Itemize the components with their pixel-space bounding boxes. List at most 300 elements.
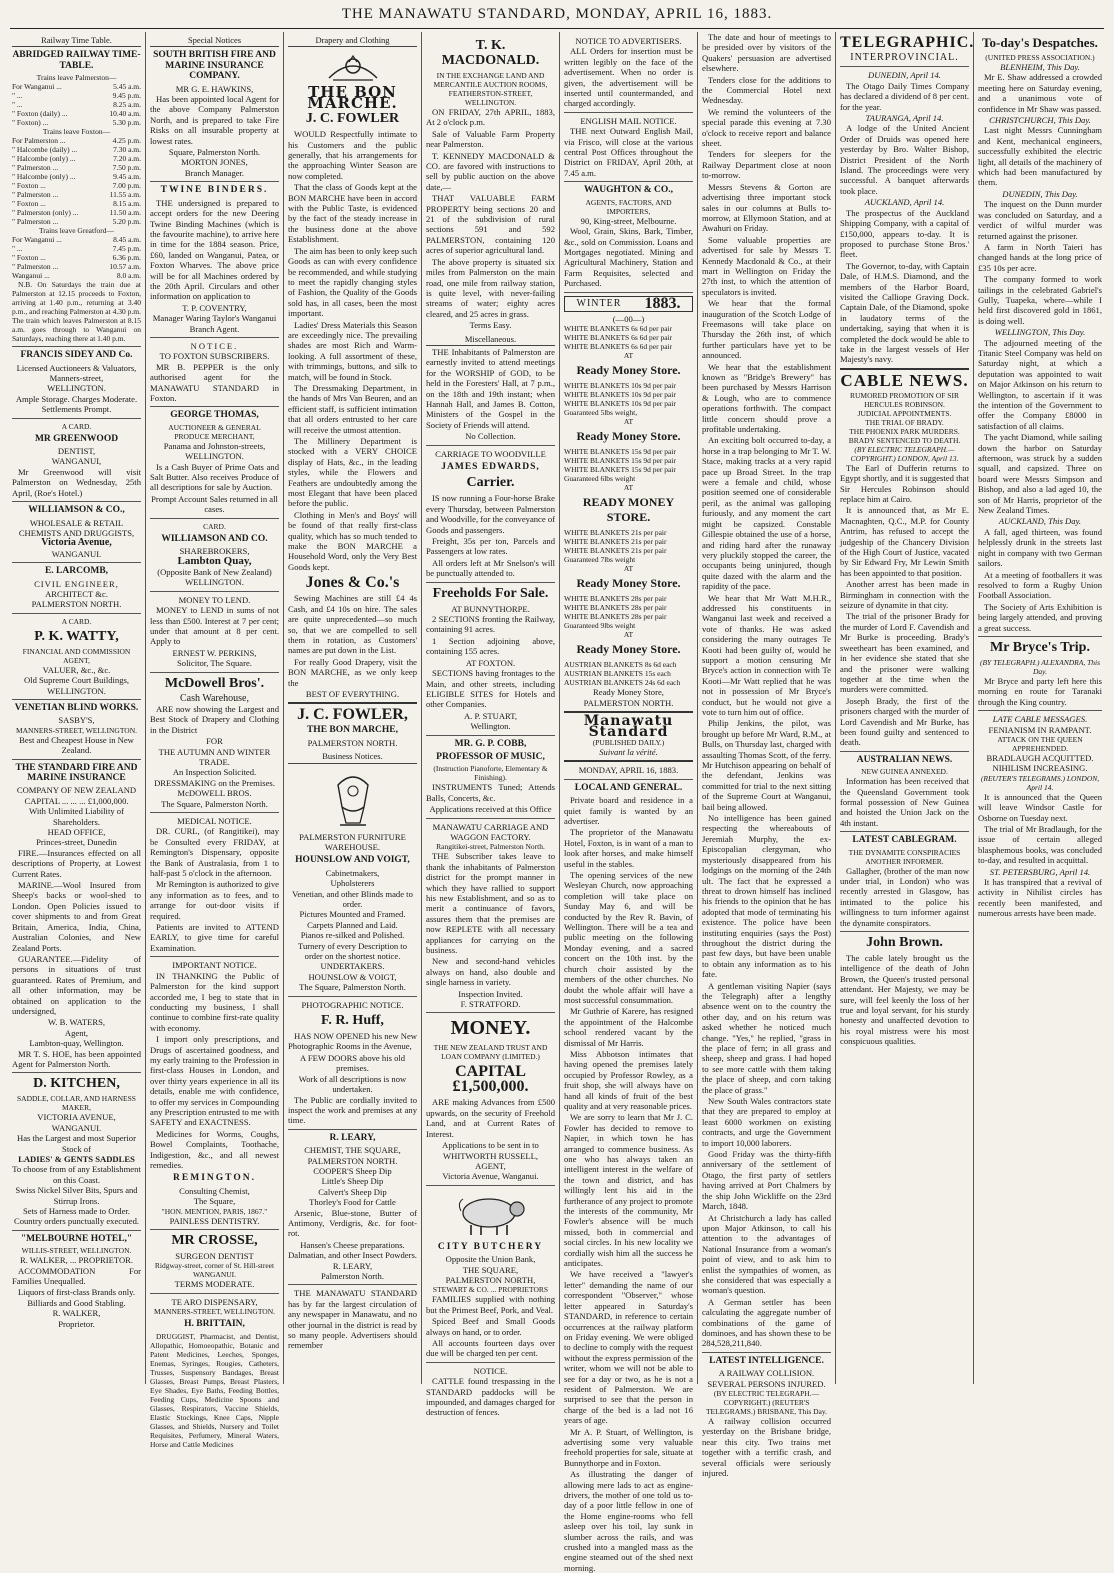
ad-text: THE AUTUMN AND WINTER TRADE. xyxy=(158,746,271,767)
notice-title: NOTICE. xyxy=(473,1365,508,1376)
ad-text: SHAREBROKERS, xyxy=(179,546,250,557)
telegraphic-title: TELEGRAPHIC. xyxy=(840,34,975,51)
ad-text: 1 Section adjoining above, containing 155 acres. xyxy=(426,635,555,657)
dateline: BLENHEIM, This Day. xyxy=(1000,62,1080,72)
railway-destination: For Wanganui ... xyxy=(12,82,62,92)
railway-table-3 xyxy=(12,235,141,280)
ad-text: MANNERS-STREET, WELLINGTON. xyxy=(153,1307,276,1317)
store-at: AT xyxy=(623,564,634,574)
ad-text: DR. CURL, (of Rangitikei), may be Consulted every FRIDAY, at Remington's Dispensary, opposite the Bank of Australasia, from 1 to half-past 5 o'clock in the afternoon. xyxy=(150,826,279,879)
article-paragraph: We hear that the establishment known as "Bridge's Brewery" has been purchased by Messrs Harrison & Lough, who are to commence operations forthwith. The compact little concern should prove a profitable undertaking. xyxy=(702,361,831,435)
ad-text: TE ARO DISPENSARY, xyxy=(171,1296,258,1307)
issue-date: MONDAY, APRIL 16, 1883. xyxy=(575,6,773,22)
railway-time: 11.55 a.m. xyxy=(109,190,141,200)
jones-co-logo: Jones & Co.'s xyxy=(305,574,400,592)
ready-money-store-label: Ready Money Store. xyxy=(576,429,681,444)
column-6 xyxy=(698,32,836,1479)
ad-text: A CARD. xyxy=(61,421,92,431)
bryce-trip-heading: Mr Bryce's Trip. xyxy=(990,639,1090,655)
dateline: (UNITED PRESS ASSOCIATION.) xyxy=(985,53,1095,62)
column-5 xyxy=(560,32,698,1573)
railway-row xyxy=(12,253,141,262)
ad-text: Calvert's Sheep Dip xyxy=(318,1186,387,1197)
ad-text: VICTORIA AVENUE, WANGANUI. xyxy=(37,1112,116,1133)
ad-text: MARINE.—Wool Insured from Sheep's backs or wool-shed to London. Open Policies issued to cover shipments to and from Great Britain, America, India, China, Australian Colonies, and New Zealand Ports. xyxy=(12,880,141,953)
railway-destination: " ... xyxy=(12,100,23,110)
ad-text: The above property is situated six miles from Palmerston on the main road, one mile from railway station, is quite level, with never-failing streams of water; eighty acres cleared, and 25 acres in grass. xyxy=(426,256,555,319)
store-at: AT xyxy=(623,417,634,427)
ad-hounslow-name: HOUNSLOW AND VOIGT, xyxy=(295,855,410,866)
railway-time: 5.45 a.m. xyxy=(113,82,141,92)
ad-text: Ridgway-street, corner of St. Hill-street WANGANUI. xyxy=(154,1261,275,1280)
article-paragraph: At a meeting of footballers it was resolved to form a Rugby Union Football Association. xyxy=(978,569,1102,601)
bon-marche-logo: THE BON MARCHE. xyxy=(307,83,398,112)
railway-time: 7.50 p.m. xyxy=(112,163,141,173)
railway-time: 9.45 a.m. xyxy=(113,172,141,182)
ad-text: "HON. MENTION, PARIS, 1867." xyxy=(161,1206,268,1216)
railway-destination: " Halcombe (only) ... xyxy=(12,172,76,182)
article-paragraph: Philip Jenkins, the pilot, was brought up before Mr Ward, R.M., at Bulls, on Thursday last, charged with assaulting Thomas Scott, of the ferry. Mr Hutchison appearing on behalf of the defendant, Jenkins was committed for trial to the next sitting of the Supreme Court at Wanganui, bail being allowed. xyxy=(702,718,831,812)
railway-destination: " Palmerston ... xyxy=(12,217,59,227)
store-at: AT xyxy=(623,351,634,361)
article-paragraph: Information has been received that the Queensland Government took formal possession of New Guinea and hoisted the Union Jack on the 4th instant. xyxy=(840,776,969,828)
notice-title: MEDICAL NOTICE. xyxy=(177,816,252,826)
ad-greenwood-name: MR GREENWOOD xyxy=(34,433,119,444)
ad-text: AGENT, xyxy=(475,1160,506,1171)
railway-row xyxy=(12,190,141,199)
ad-text: R. LEARY, xyxy=(332,1260,373,1271)
ad-text: Mr Remington is authorized to give any information as to fees, and to arrange for out-door visits if required. xyxy=(150,879,279,921)
railway-row xyxy=(12,100,141,109)
railway-row xyxy=(12,145,141,154)
todays-despatches-title: To-day's Despatches. xyxy=(982,35,1098,50)
ad-text: BEST OF EVERYTHING. xyxy=(305,688,400,699)
ad-text: Thorley's Food for Cattle xyxy=(309,1197,396,1208)
ad-text: The Millinery Department is stocked with a VERY CHOICE display of Hats, &c., in the leading styles, while the Flowers and Feathers are undoubtedly among the most Elegant that have been placed before the public. xyxy=(288,436,417,509)
railway-row xyxy=(12,82,141,91)
ad-text: CHEMISTS AND DRUGGISTS, xyxy=(18,527,135,538)
ad-text: Panama and Johnston-streets, xyxy=(163,440,266,451)
railway-time: 7.00 p.m. xyxy=(112,181,141,191)
railway-time: 5.30 p.m. xyxy=(112,118,141,128)
column-2 xyxy=(146,32,284,1449)
article-paragraph: A lodge of the United Ancient Order of Druids was opened here yesterday by Bro. Walter Bishop, District President of the North Island. The proceedings were very successful. A banquet afterwards took place. xyxy=(840,123,969,196)
winter-banner xyxy=(564,296,693,312)
ad-text: THE SQUARE, xyxy=(462,1264,519,1275)
article-paragraph: New South Wales contractors state that they are prepared to employ at least 6000 workmen on existing contracts, and urge the Government to import 10,000 laborers. xyxy=(702,1096,831,1148)
ad-text: MANNERS-STREET, WELLINGTON. xyxy=(15,725,138,735)
article-paragraph: A gentleman visiting Napier (says the Telegraph) after a lengthy absence went on to the country the other day, and on his return was asked whether he noticed much change. "Yes," he replied, "grass in the place of fern; in all grass and sheep, sheep and grass. I had hoped to see more cattle with them taking the place of sheep, and corn taking the place of grass." xyxy=(702,980,831,1095)
headline: THE TRIAL OF BRADY. xyxy=(865,417,944,427)
ad-text: An Inspection Solicited. xyxy=(172,767,257,778)
ad-george-thomas-name: GEORGE THOMAS, xyxy=(170,410,259,421)
ad-text: Carpets Planned and Laid. xyxy=(307,919,398,930)
ad-text: Mr Greenwood will visit Palmerston on Wednesday, 25th April, (Roe's Hotel.) xyxy=(12,466,141,498)
ad-text: Patients are invited to ATTEND EARLY, to give time for careful Examination. xyxy=(150,922,279,953)
ad-text: Ample Storage. Charges Moderate. xyxy=(15,393,138,404)
bon-marche-subtitle: THE BON MARCHE, xyxy=(306,725,399,736)
ad-text: Victoria Avenue, xyxy=(41,537,112,549)
sheep-icon xyxy=(451,1189,531,1239)
dateline: CHRISTCHURCH, This Day. xyxy=(989,115,1091,126)
dateline: WELLINGTON, This Day. xyxy=(994,327,1086,338)
headline: FENIANISM IN RAMPANT. xyxy=(988,724,1092,735)
masthead xyxy=(10,6,1104,29)
ad-text: WELLINGTON. xyxy=(185,451,244,462)
article-paragraph: It is announced that, as Mr E. Macnaghten, Q.C., M.P. for County Antrim, has refused to accept the judgeship of the Chancery Division of the High Court of Justice, vacated by Sir Edward Fry, Mr Lewin Smith has been appointed to that position. xyxy=(840,505,969,578)
ad-text: MR G. E. HAWKINS, xyxy=(175,83,254,94)
ad-text: Square, Palmerston North. xyxy=(168,147,261,158)
article-paragraph: The opening services of the new Wesleyan Church, now approaching completion will take place on Sunday May 6, and will be conducted by the Rev R. Bavin, of Wellington. There will be a tea and public meeting on the following Monday evening, and a sacred concert on the 10th inst. by the church choir assisted by the members of the other churches. No doubt the whole affair will have a most successful consummation. xyxy=(564,870,693,1005)
ad-text: FINANCIAL AND COMMISSION AGENT, xyxy=(22,646,131,665)
ad-text: INSTRUMENTS Tuned; Attends Balls, Concerts, &c. xyxy=(426,782,555,803)
ad-text: For really Good Drapery, visit the BON MARCHE, as we only keep the xyxy=(288,656,417,688)
ad-text: IN THANKING the Public of Palmerston for the kind support accorded me, I beg to state that in conducting my business, I shall continue to combine first-rate quality with economy. xyxy=(150,970,279,1033)
ad-text: WELLINGTON. xyxy=(47,383,106,394)
article-paragraph: We remind the volunteers of the special parade this evening at 7.30 o'clock to receive report and balance sheet. xyxy=(702,106,831,149)
column-1 xyxy=(8,32,146,1384)
ad-text: AUCTIONEER & GENERAL PRODUCE MERCHANT, xyxy=(168,422,261,441)
ad-text: FAMILIES supplied with nothing but the Primest Beef, Pork, and Veal. xyxy=(426,1294,555,1315)
winter-year: 1883. xyxy=(644,294,681,312)
ad-text: FEATHERSTON-STREET, WELLINGTON. xyxy=(448,89,533,107)
column-7 xyxy=(836,32,974,1384)
notice-title: ENGLISH MAIL NOTICE. xyxy=(580,115,677,126)
ad-text: THE Inhabitants of Palmerston are earnestly invited to attend meetings for the WORSHIP of GOD, to be held in the Foresters' Hall, at 7 p.m., on the 18th and 19th instant; when Hannah Hall, and James B. Cotton, Ministers of the Gospel in the Society of Friends will attend. xyxy=(426,346,555,430)
ad-text: 2 SECTIONS fronting the Railway, containing 91 acres. xyxy=(426,614,555,635)
ad-text: Swiss Nickel Silver Bits, Spurs and Stirrup Irons. xyxy=(15,1185,138,1206)
headline: SEVERAL PERSONS INJURED. xyxy=(707,1378,826,1389)
article-paragraph: The yacht Diamond, while sailing down the harbor on Saturday afternoon, was struck by a sudden squall, and capsized. Three on board were Messrs Simpson and Bishop, and also a lad aged 10, the son of Mr Harris, proprietor of the New Zealand Times. xyxy=(978,432,1102,516)
ad-text: SADDLE, COLLAR, AND HARNESS MAKER, xyxy=(17,1094,136,1113)
ad-text: COMPANY OF NEW ZEALAND xyxy=(16,785,137,796)
ad-text: I import only prescriptions, and Drugs of ascertained goodness, and my early training to the Profession in first-class Houses in London, and over thirty years experience in all its details, enable me with confidence, to offer my services in Compounding any Prescription entrusted to me with SAFETY and EXACTNESS. xyxy=(150,1034,279,1128)
ad-text: WANGANUI. xyxy=(51,548,102,559)
railway-time: 9.45 p.m. xyxy=(112,91,141,101)
ad-text: MR B. PEPPER is the only authorised agent for the MANAWATU STANDARD in Foxton. xyxy=(150,361,279,403)
article-paragraph: Gallagher, (brother of the man now under trial, in London) who was recently arrested in Glasgow, has intimated to the police his willingness to turn informer against the dynamite conspirators. xyxy=(840,865,969,928)
ad-text: Settlements Prompt. xyxy=(41,404,112,415)
ad-text: AT FOXTON. xyxy=(465,657,516,668)
ad-text: THAT VALUABLE FARM PROPERTY being sections 20 and 21 of the subdivision of rural sections 591 and 592 PALMERSTON, containing 120 acres of superior agricultural land. xyxy=(426,193,555,256)
railway-subheading: Trains leave Greatford— xyxy=(38,226,115,236)
blanket-price-line: WHITE BLANKETS 21s per pair xyxy=(564,537,667,547)
ad-south-british-name: SOUTH BRITISH FIRE AND MARINE INSURANCE COMPANY. xyxy=(153,50,276,82)
ready-money-store-label: READY MONEY STORE. xyxy=(582,495,675,525)
column-3 xyxy=(284,32,422,1384)
ad-text: That the class of Goods kept at the BON MARCHE have been in accord with the Public Taste, is evidenced by the fact of the steady increase in the business done at the above Establishment. xyxy=(288,182,417,245)
ad-twine-binders: TWINE BINDERS. xyxy=(160,185,269,196)
ad-text: THE NEW ZEALAND TRUST AND LOAN COMPANY (LIMITED.) xyxy=(433,1043,548,1062)
article-paragraph: A fall, aged thirteen, was found helplessly drunk in the streets last night in company with two German sailors. xyxy=(978,526,1102,569)
ad-text: Palmerston North. xyxy=(320,1271,384,1281)
article-paragraph: Last night Messrs Cunningham and Kent, mechanical engineers, successfully exhibited the electric light, all details of the machinery of which had been manufactured by them. xyxy=(978,125,1102,188)
railway-row xyxy=(12,271,141,280)
article-paragraph: Mr E. Shaw addressed a crowded meeting here on Saturday evening, and a unanimous vote of confidence in Mr Shaw was passed. xyxy=(978,72,1102,114)
ad-text: WHOLESALE & RETAIL xyxy=(29,517,124,528)
ad-text: LADIES' & GENTS SADDLES xyxy=(18,1154,135,1164)
railway-row xyxy=(12,181,141,190)
article-paragraph: It is announced that the Queen will leave Windsor Castle for Osborne on Tuesday next. xyxy=(978,791,1102,823)
dateline: (BY ELECTRIC TELEGRAPH.—COPYRIGHT.) (REUTER'S TELEGRAMS.) BRISBANE, This Day. xyxy=(705,1389,828,1416)
railway-time: 8.45 a.m. xyxy=(113,235,141,245)
headline: JUDICIAL APPOINTMENTS. xyxy=(857,408,952,418)
article-paragraph: The Society of Arts Exhibition is being largely attended, and proving a great success. xyxy=(978,601,1102,633)
section-heading: Special Notices xyxy=(150,35,279,47)
railway-time: 8.25 a.m. xyxy=(113,100,141,110)
railway-destination: " Foxton ... xyxy=(12,199,46,209)
railway-time: 11.50 a.m. xyxy=(109,208,141,218)
ad-text: Venetian, and other Blinds made to order. xyxy=(292,888,413,909)
ad-text: Country orders punctually executed. xyxy=(13,1216,140,1227)
article-paragraph: The adjourned meeting of the Titanic Steel Company was held on Saturday night, at which a deputation was appointed to wait on Major Atkinson on his return to Wellington, to ascertain if it was the intention of the Government to offer the Company £8000 in satisfaction of all claims. xyxy=(978,337,1102,431)
column-4 xyxy=(422,32,560,1418)
ad-text: (Instruction Pianoforte, Elementary & Finishing). xyxy=(433,764,548,783)
ad-text: THE undersigned is prepared to accept orders for the new Deering Twine Binding Machines (which is the favourite machine), to arrive here in time for the 1884 season. Price, £60, landed on Wanganui, Patea, or Foxton Wharves. The above price will be for all Machines ordered by the 20th April. Circulars and other information on application to xyxy=(150,197,279,302)
railway-destination: Wanganui ... xyxy=(12,271,50,281)
fowler-name: J. C. FOWLER xyxy=(305,111,400,127)
blanket-price-line: Guaranteed 5lbs weight, xyxy=(564,408,638,418)
ad-text: THE next Outward English Mail, via Frisco, will close at the various central Post Offices throughout the District on FRIDAY, April 20th, at 7.45 a.m. xyxy=(564,126,693,178)
railway-row xyxy=(12,136,141,145)
ad-cobb-name: MR. G. P. COBB, xyxy=(454,738,527,749)
ad-text: The Public are cordially invited to inspect the work and premises at any time. xyxy=(288,1094,417,1126)
railway-time: 8.0 a.m. xyxy=(116,271,141,281)
railway-destination: " ... xyxy=(12,244,23,254)
royal-crest-icon xyxy=(323,50,383,84)
ad-text: ERNEST W. PERKINS, xyxy=(172,647,257,658)
railway-row xyxy=(12,262,141,271)
article-paragraph: Mr Bryce and party left here this morning en route for Taranaki through the King country. xyxy=(978,675,1102,707)
blanket-price-line: Guaranteed 7lbs weight xyxy=(564,555,636,565)
ad-text: Lambton Quay, xyxy=(177,555,252,568)
railway-row xyxy=(12,235,141,244)
ad-waughton-name: WAUGHTON & CO., xyxy=(583,185,674,196)
dateline: AUCKLAND, April 14. xyxy=(864,197,945,208)
ad-larcomb-name: E. LARCOMB, xyxy=(44,566,109,577)
headline: LATE CABLE MESSAGES. xyxy=(992,714,1088,725)
ad-text: All accounts fourteen days over due will be charged ten per cent. xyxy=(426,1337,555,1359)
store-at: AT xyxy=(623,483,634,493)
railway-row xyxy=(12,163,141,172)
ad-text: CHEMIST, THE SQUARE, PALMERSTON NORTH. xyxy=(304,1145,401,1166)
ad-text: Old Supreme Court Buildings, xyxy=(23,675,130,686)
railway-row xyxy=(12,118,141,127)
headline: ANOTHER INFORMER. xyxy=(865,856,944,866)
railway-row xyxy=(12,154,141,163)
article-paragraph: As illustrating the danger of allowing mere lads to act as engine-drivers, the mother of one told us to-day of a poor little fellow in one of the Home engine-rooms who fell asleep over his toil, lay sunk in slumber across the rails, and was crushed into a mangled mass as the engine steamed out of the shed next morning. xyxy=(564,1469,693,1573)
blanket-price-line: WHITE BLANKETS 10s 9d per pair xyxy=(564,381,676,391)
ad-text: Little's Sheep Dip xyxy=(321,1176,384,1187)
railway-time: 10.40 a.m. xyxy=(109,109,141,119)
ad-text: Sewing Machines are still £4 4s Cash, and £4 10s on hire. The sales are quite unprecedented—so much so, that we are compelled to sell them in rotation, as Customers' names are put down in the List. xyxy=(288,593,417,656)
blanket-price-line: AUSTRIAN BLANKETS 8s 6d each xyxy=(564,660,677,670)
headline: BRADY SENTENCED TO DEATH. xyxy=(848,435,961,445)
railway-destination: " Foxton ... xyxy=(12,181,46,191)
headline: THE PHOENIX PARK MURDERS. xyxy=(849,426,960,436)
ready-money-store-label: Ready Money Store. xyxy=(576,576,681,591)
ad-text: (PUBLISHED DAILY.) xyxy=(592,737,665,747)
ad-text: (—00—) xyxy=(612,313,645,324)
ad-text: CAPITAL ... ... ... £1,000,000. xyxy=(24,795,129,806)
article-paragraph: Mr Guthrie of Karere, has resigned the appointment of the Halcombe school rendered vacant by the dismissal of Mr Harris. xyxy=(564,1006,693,1048)
dateline: (BY TELEGRAPH.) ALEXANDRA, This Day. xyxy=(979,657,1101,676)
railway-destination: " Foxton) ... xyxy=(12,118,49,128)
ad-text: DENTIST, xyxy=(57,446,96,457)
ad-text: UNDERTAKERS. xyxy=(320,961,385,972)
ad-kitchen-name: D. KITCHEN, xyxy=(33,1076,120,1092)
blanket-price-line: WHITE BLANKETS 28s per pair xyxy=(564,612,667,622)
railway-title: ABRIDGED RAILWAY TIME-TABLE. xyxy=(12,50,141,71)
article-paragraph: Another arrest has been made in Birmingham in connection with the seizure of dynamite in that city. xyxy=(840,579,969,611)
ad-text: VALUER, &c., &c. xyxy=(42,664,111,675)
railway-destination: " Foxton ... xyxy=(12,253,46,263)
ad-text: WILLIS-STREET, WELLINGTON. xyxy=(21,1246,132,1256)
blanket-price-line: AUSTRIAN BLANKETS 24s 6d each xyxy=(564,678,681,688)
ad-text: R. WALKER, xyxy=(52,1308,101,1319)
article-paragraph: We hear that the formal inauguration of the Scotch Lodge of Freemasons will take place on Thursday the 26th inst, of which further particulars have yet to be announced. xyxy=(702,298,831,361)
ad-leary-name: R. LEARY, xyxy=(329,1132,376,1143)
railway-destination: For Palmerston ... xyxy=(12,136,66,146)
ad-text: Terms Easy. xyxy=(469,320,512,331)
ad-text: Agent, xyxy=(64,1027,89,1038)
ad-watty-name: P. K. WATTY, xyxy=(34,628,119,644)
ad-text: F. STRATFORD. xyxy=(460,999,521,1010)
ad-text: ARE making Advances from £500 upwards, on the security of Freehold Land, and at Current Rates of Interest. xyxy=(426,1097,555,1139)
australian-news-heading: AUSTRALIAN NEWS. xyxy=(856,754,953,765)
ad-text: PALMERSTON FURNITURE WAREHOUSE. xyxy=(299,831,406,852)
ad-brittain-name: H. BRITTAIN, xyxy=(184,1319,245,1330)
railway-time: 10.57 a.m. xyxy=(109,262,141,272)
ad-huff-name: F. R. Huff, xyxy=(321,1013,384,1029)
dateline: ST. PETERSBURG, April 14. xyxy=(989,866,1091,877)
railway-time: 4.25 p.m. xyxy=(112,136,141,146)
ad-remington-name: REMINGTON. xyxy=(173,1173,256,1184)
ad-text: Sets of Harness made to Order. xyxy=(23,1206,130,1217)
railway-destination: For Wanganui ... xyxy=(12,235,62,245)
ad-text: WELLINGTON. xyxy=(185,577,244,588)
ad-text: Branch Manager. xyxy=(184,167,245,178)
ad-text: Work of all descriptions is now undertaken. xyxy=(298,1073,407,1095)
railway-row xyxy=(12,217,141,226)
ad-text: THE Subscriber takes leave to thank the inhabitants of Palmerston district for the prompt manner in which they have rallied to support his new Establishment, and so as to merit a continuance of favors, assures them that the premises are now REPLETE with all necessary appliances for carrying on the business. xyxy=(426,851,555,956)
ad-carrier-title: Carrier. xyxy=(466,475,515,491)
ad-text: DRUGGIST, Pharmacist, and Dentist, Allopathic, Homoeopathic, Botanic and Patent Medicines, Leeches, Sponges, Enemas, Syringes, Rougies, Catheters, Trusses, Suspensory Bandages, Breast Glasses, Breast Pumps, Breast Plasters, Eye Shades, Eye Baths, Feeding Bottles, Feeding Cups, Medicine Spoons and Glasses, Respirators, Vaccine Shields, Elastic Stockings, Knee Caps, Nipple Glasses, and Shields, Nursery and Toilet Requisites, Perfumery, Mineral Waters, Horse and Cattle Medicines xyxy=(150,1331,279,1449)
railway-destination: " Halcombe (only) ... xyxy=(12,154,76,164)
ad-text: MR T. S. HOE, has been appointed Agent for Palmerston North. xyxy=(12,1048,141,1069)
article-paragraph: Miss Abbotson intimates that having opened the premises lately occupied by Professor Rowley, as a fruit shop, she will always have on hand all kinds of fruit of the best quality and at very reasonable prices. xyxy=(564,1048,693,1111)
article-paragraph: At Christchurch a lady has called upon Major Atkinson, to call his attention to the advantages of National Insurance from a woman's point of view, and to ask him to enlist the sympathies of women, as she considered that was especially a woman's question. xyxy=(702,1212,831,1296)
dateline: DUNEDIN, This Day. xyxy=(1002,188,1078,199)
article-paragraph: The trial of Mr Bradlaugh, for the issue of certain alleged blasphemous books, was concluded to-day, and resulted in acquittal. xyxy=(978,824,1102,866)
article-paragraph: The date and hour of meetings to be presided over by visitors of the Quakers' persuasion are advertised elsewhere. xyxy=(702,32,831,74)
railway-destination: " Palmerston ... xyxy=(12,163,59,173)
ad-text: THE MANAWATU STANDARD has by far the largest circulation of any newspaper in Manawatu, and no other journal in the district is read by so many people. Advertisers should remember xyxy=(288,1288,417,1351)
ad-text: Sale of Valuable Farm Property near Palmerston. xyxy=(426,128,555,150)
railway-destination: " Palmerston (only) ... xyxy=(12,208,79,218)
manawatu-standard-logo: Manawatu Standard xyxy=(583,713,674,740)
ad-text: The Square, Palmerston North. xyxy=(161,798,268,809)
ad-text: McDOWELL BROS. xyxy=(177,788,252,799)
ad-text: Applications received at this Office xyxy=(429,804,552,815)
headline: BRADLAUGH ACQUITTED. xyxy=(986,752,1094,763)
ad-crosse-name: MR CROSSE, xyxy=(171,1233,258,1249)
ad-text: All orders left at Mr Snelson's will be punctually attended to. xyxy=(426,557,555,579)
section-heading: Drapery and Clothing xyxy=(288,35,417,47)
ad-text: Solicitor, The Square. xyxy=(177,658,252,669)
paper-name: THE MANAWATU STANDARD, xyxy=(341,6,571,22)
blanket-price-line: WHITE BLANKETS 21s per pair xyxy=(564,546,667,556)
railway-time: 7.45 p.m. xyxy=(112,244,141,254)
ad-text: Wellington. xyxy=(470,721,511,732)
ad-text: Turnery of every Description to order on the shortest notice. xyxy=(298,940,407,962)
ad-standard-insurance-name: THE STANDARD FIRE AND MARINE INSURANCE xyxy=(15,762,138,783)
ad-text: TO FOXTON SUBSCRIBERS. xyxy=(159,351,270,362)
ad-text: Pictures Mounted and Framed. xyxy=(299,909,406,920)
article-paragraph: The company formed to work tailings in the celebrated Gabriel's Gully, Tuapeka, where—while I held first discovered gold in 1861, is doing well. xyxy=(978,274,1102,326)
ad-melbourne-hotel-name: "MELBOURNE HOTEL," xyxy=(20,1233,133,1244)
blanket-price-line: WHITE BLANKETS 10s 9d per pair xyxy=(564,390,676,400)
article-paragraph: The Otago Daily Times Company has declared a dividend of 8 per cent. for the year. xyxy=(840,80,969,112)
article-paragraph: A railway collision occurred yesterday on the Brisbane bridge, near this city. Two trains met together with a terrific crash, and several officials were seriously injured. xyxy=(702,1416,831,1479)
ad-mcdowell-name: McDowell Bros'. xyxy=(164,675,265,691)
blanket-price-line: WHITE BLANKETS 15s 9d per pair xyxy=(564,456,676,466)
ad-text: FOR xyxy=(206,736,223,747)
ad-text: ON FRIDAY, 27th APRIL, 1883, At 2 o'clock p.m. xyxy=(426,107,555,128)
ad-text: Best and Cheapest House in New Zealand. xyxy=(19,734,134,756)
ad-text: COOPER'S Sheep Dip xyxy=(313,1165,392,1176)
dateline: (REUTER'S TELEGRAMS.) LONDON, April 14. xyxy=(980,773,1100,792)
ad-text: Manners-street, xyxy=(49,373,104,384)
railway-time: 6.36 p.m. xyxy=(112,253,141,263)
section-subtitle: INTERPROVINCIAL. xyxy=(850,52,959,63)
article-paragraph: The Earl of Dufferin returns to Egypt shortly, and it is suggested that Sir Hercules Robinson should replace him at Cairo. xyxy=(840,462,969,504)
store-at: AT xyxy=(623,630,634,640)
article-paragraph: Private board and residence in a quiet family is wanted by an advertiser. xyxy=(564,795,693,826)
ad-text: With Unlimited Liability of Shareholders. xyxy=(29,806,124,827)
ad-text: PALMERSTON NORTH. xyxy=(583,697,674,708)
ready-money-store-label: Ready Money Store. xyxy=(576,642,681,657)
article-paragraph: A German settler has been calculating the aggregate number of combinations of the game of dominoes, and has shown these to be 284,528,211,840. xyxy=(702,1296,831,1349)
article-paragraph: The cable lately brought us the intelligence of the death of John Brown, the Queen's trusted personal attendant. Her Majesty, we may be sure, will feel keenly the loss of her true and loyal servant, for his sturdy honesty and unaffected devotion to his royal mistress were his most conspicuous qualities. xyxy=(840,953,969,1047)
article-paragraph: We have received a "lawyer's letter" demanding the name of our correspondent "Observer," whose letter appeared in Saturday's STANDARD, in reference to certain occurrences at the railway platform on Friday evening. We were obliged to decline to comply with the request without the express permission of the writer, whom we will not be able to see for a day or two, as he is not a resident of Palmerston. We are surprised to see that the person in charge of the bed is a lad not 16 years of age. xyxy=(564,1269,693,1426)
dateline: TAURANGA, April 14. xyxy=(865,113,944,124)
article-paragraph: An exciting bolt occurred to-day, a horse in a trap belonging to Mr T. W. Stace, making tracks at a very rapid pace up Broad Street. In the trap were a female and child, whose position seemed one of considerable peril, as the animal was galloping furiously, and any moment the cart might be capsized. Constable Gillespie obtained the use of a horse, and riding hard after the runaway very pluckily stopped the career, the occupants being uninjured, though quite dazed with the alarm and the rapidity of the pace. xyxy=(702,435,831,592)
ad-text: To choose from of any Establishment on this Coast. xyxy=(12,1164,141,1185)
section-heading: Miscellaneous. xyxy=(426,334,555,346)
blanket-price-line: WHITE BLANKETS 15s 9d per pair xyxy=(564,447,676,457)
ad-text: CARD. xyxy=(203,521,226,531)
cable-news-title: CABLE NEWS. xyxy=(840,370,969,390)
ad-text: MORTON JONES, xyxy=(181,157,248,168)
ad-text: Spiced Beef and Small Goods always on hand, or to order. xyxy=(426,1316,555,1337)
ad-text: Freight, 35s per ton, Parcels and Passengers at low rates. xyxy=(426,536,555,557)
issue-dateline: MONDAY, APRIL 16, 1883. xyxy=(578,765,679,776)
railway-destination: " Halcombe (daily) ... xyxy=(12,145,78,155)
ad-text: Applications to be sent in to xyxy=(442,1140,539,1151)
ad-edwards-name: JAMES EDWARDS, xyxy=(441,462,540,472)
ad-text: New and second-hand vehicles always on hand, also double and single harness in variety. xyxy=(426,956,555,988)
ad-text: DRESSMAKING on the Premises. xyxy=(154,777,275,788)
ad-text: 90, King-street, Melbourne. xyxy=(580,215,677,226)
blanket-price-line: WHITE BLANKETS 28s per pair xyxy=(564,594,667,604)
ad-text: ACCOMMODATION For Families Unequalled. xyxy=(12,1265,141,1287)
notice-title: NOTICE TO ADVERTISERS. xyxy=(575,36,682,46)
article-paragraph: Some valuable properties are advertised for sale by Messrs T. Kennedy Macdonald & Co., at their mart in Wellington on Friday the 27th inst, to which the attention of speculators is invited. xyxy=(702,234,831,297)
article-paragraph: Mr A. P. Stuart, of Wellington, is advertising some very valuable freehold properties for sale, situate at Bunnythorpe and in Foxton. xyxy=(564,1426,693,1468)
notice-title: MONEY TO LEND. xyxy=(178,594,251,605)
railway-subheading: Trains leave Foxton— xyxy=(42,127,111,137)
